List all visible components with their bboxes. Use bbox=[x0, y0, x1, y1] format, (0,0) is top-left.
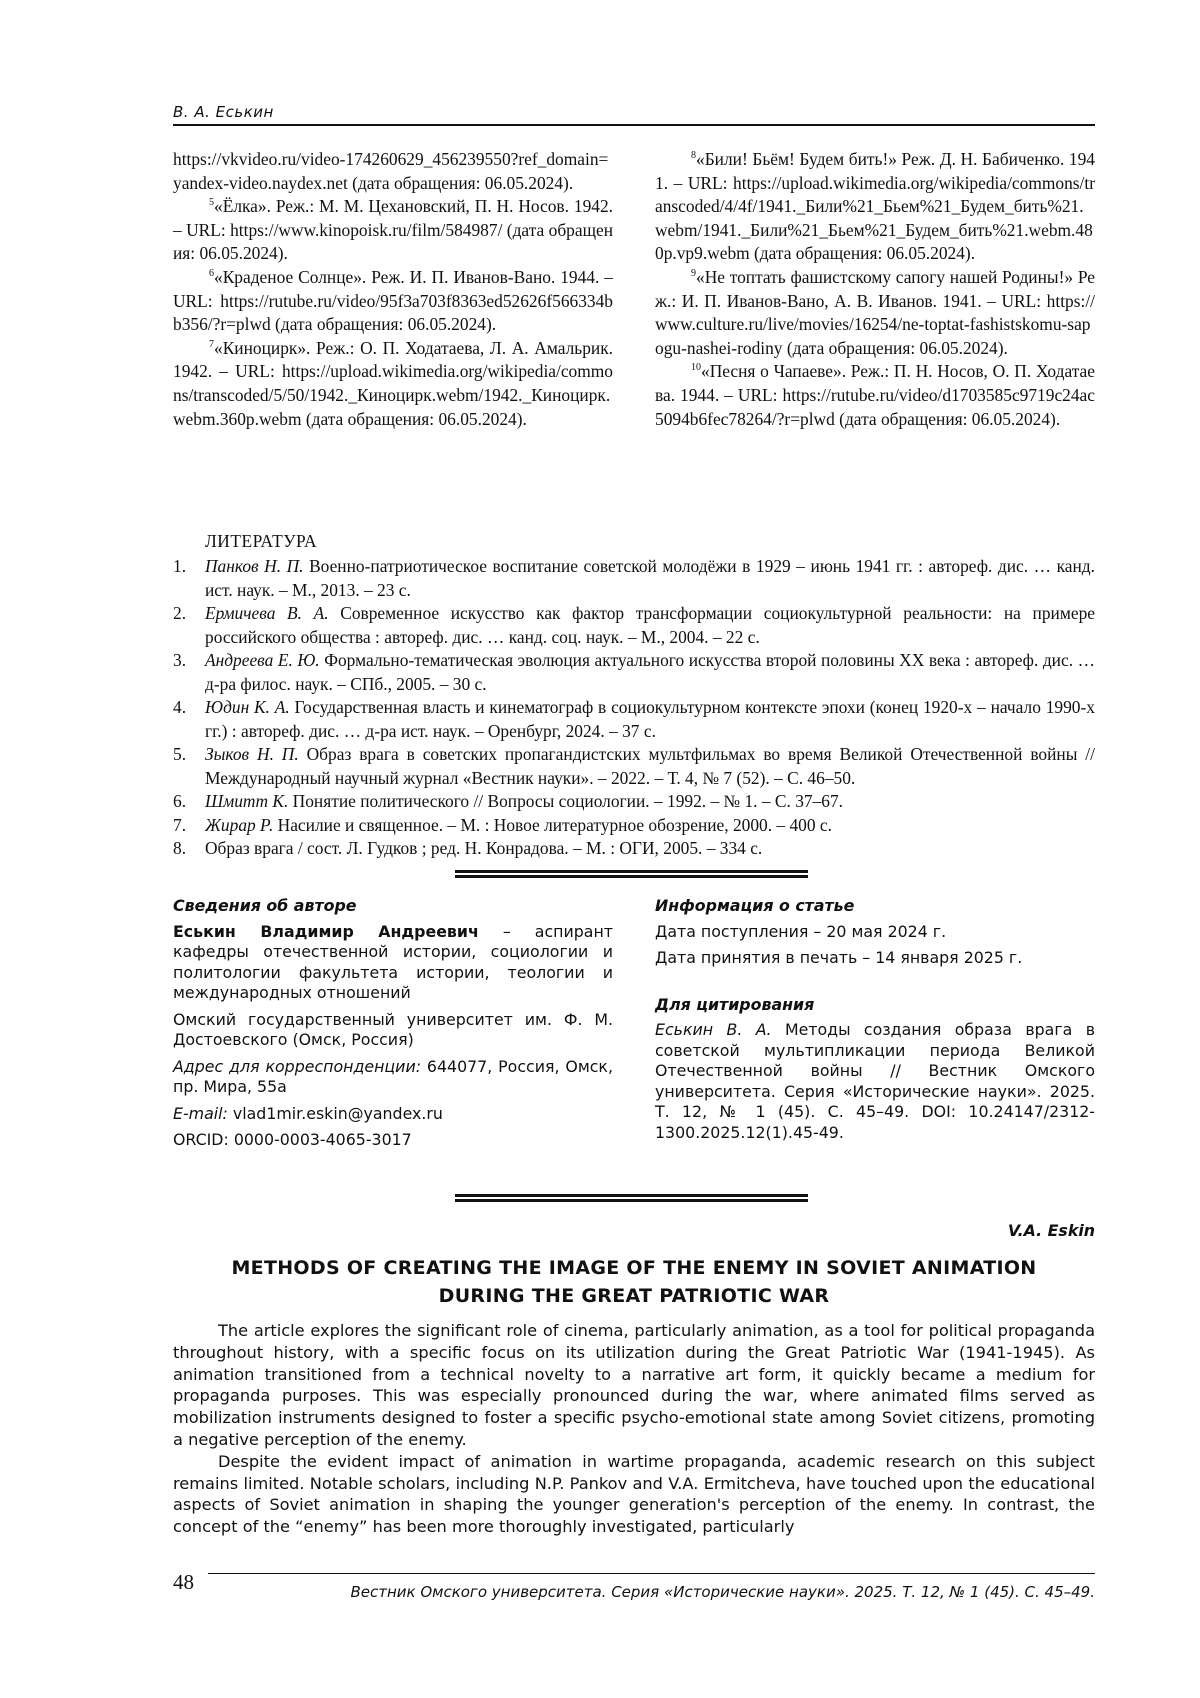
author-name: Еськин Владимир Андреевич bbox=[173, 921, 479, 941]
item-number: 4. bbox=[173, 697, 187, 717]
footnote-6 bbox=[173, 266, 613, 337]
author-university: Омский государственный университет им. Ф. М. Достоевского (Омск, Россия) bbox=[173, 1009, 613, 1049]
literature-item bbox=[173, 814, 1095, 838]
author-description bbox=[173, 922, 613, 1004]
item-text: Насилие и священное. – М. : Новое литературное обозрение, 2000. – 400 с. bbox=[277, 814, 832, 835]
literature-item bbox=[173, 555, 1095, 602]
item-number: 1. bbox=[173, 556, 187, 576]
english-title bbox=[173, 1254, 1095, 1310]
footnote-text: «Били! Бьём! Будем бить!» Реж. Д. Н. Бабиченко. 1941. – URL: https://upload.wikimedia.org/wikipedia/commons/transcoded/4/4f/1941._Били%21_Бьем%21_Будем_бить%21.webm/1941._Били%21_Бьем%21_Будем_бить%21.webm.480p.vp9.webm (дата обращения: 06.05.2024). bbox=[655, 149, 1095, 264]
item-author: Ермичева В. А. bbox=[205, 603, 329, 623]
author-position: – аспирант кафедры отечественной истории, социологии и политологии факультета истории, теологии и международных отношений bbox=[173, 921, 614, 1002]
address-label: Адрес для корреспонденции: bbox=[173, 1056, 422, 1076]
literature-heading: ЛИТЕРАТУРА bbox=[205, 531, 318, 551]
item-text: Государственная власть и кинематограф в социокультурном контексте эпохи (конец 1920-х – начало 1990-х гг.) : автореф. дис. … д-ра ист. наук. – Оренбург, 2024. – 37 с. bbox=[205, 697, 1095, 741]
running-head: В. А. Еськин bbox=[173, 103, 274, 121]
section-divider bbox=[455, 1194, 808, 1202]
footnote-number: 5 bbox=[209, 197, 214, 209]
received-date: Дата поступления – 20 мая 2024 г. bbox=[655, 921, 947, 941]
footnote-number: 7 bbox=[209, 338, 214, 350]
footnote-number: 8 bbox=[691, 150, 696, 162]
item-author: Андреева Е. Ю. bbox=[205, 650, 320, 670]
page-number: 48 bbox=[173, 1570, 194, 1594]
footnote-text: «Киноцирк». Реж.: О. П. Ходатаева, Л. А. Амальрик. 1942. – URL: https://upload.wikimedia.org/wikipedia/commons/transcoded/5/50/1942._Киноцирк.webm/1942._Киноцирк.webm.360p.webm (дата обращения: 06.05.2024). bbox=[173, 337, 613, 429]
footnote-text: «Краденое Солнце». Реж. И. П. Иванов-Вано. 1944. – URL: https://rutube.ru/video/95f3a703f8363ed52626f566334bb356/?r=plwd (дата обращения: 06.05.2024). bbox=[173, 266, 613, 335]
citation-body: Методы создания образа врага в советской мультипликации периода Великой Отечественной войны // Вестник Омского университета. Серия «Исторические науки». 2025. Т. 12, № 1 (45). С. 45–49. DOI: 10.24147/2312-1300.2025.12(1).45-49. bbox=[655, 1020, 1096, 1142]
footnote-text: «Не топтать фашистскому сапогу нашей Родины!» Реж.: И. П. Иванов-Вано, А. В. Иванов. 1941. – URL: https://www.culture.ru/live/movies/16254/ne-toptat-fashistskomu-sapogu-nashei-rodiny (дата обращения: 06.05.2024). bbox=[655, 266, 1095, 358]
citation-heading: Для цитирования bbox=[655, 994, 815, 1014]
author-orcid: ORCID: 0000-0003-4065-3017 bbox=[173, 1130, 412, 1149]
author-address bbox=[173, 1057, 613, 1098]
address-value: 644077, Россия, Омск, пр. Мира, 55а bbox=[173, 1056, 613, 1096]
literature-item bbox=[173, 649, 1095, 696]
literature-item bbox=[173, 837, 1095, 861]
footnote-text: «Песня о Чапаеве». Реж.: П. Н. Носов, О. П. Ходатаева. 1944. – URL: https://rutube.ru/video/d1703585c9719c24ac5094b6fec78264/?r=plwd (дата обращения: 06.05.2024). bbox=[655, 361, 1095, 429]
item-number: 6. bbox=[173, 791, 187, 811]
literature-list bbox=[173, 555, 1095, 861]
footnote-7 bbox=[173, 337, 613, 431]
english-title-line: METHODS OF CREATING THE IMAGE OF THE ENEMY IN SOVIET ANIMATION bbox=[231, 1257, 1037, 1279]
footnote-8 bbox=[655, 148, 1095, 266]
literature-item bbox=[173, 696, 1095, 743]
english-author: V.A. Eskin bbox=[1007, 1221, 1095, 1240]
item-author: Шмитт К. bbox=[205, 791, 289, 811]
item-author: Юдин К. А. bbox=[205, 697, 290, 717]
footnote-number: 10 bbox=[691, 362, 701, 374]
item-text: Формально-тематическая эволюция актуального искусства второй половины XX века : автореф. дис. … д-ра филос. наук. – СПб., 2005. – 30 с. bbox=[205, 650, 1095, 694]
item-author: Жирар Р. bbox=[205, 814, 274, 835]
english-title-line: DURING THE GREAT PATRIOTIC WAR bbox=[438, 1285, 830, 1307]
footnotes-left-column bbox=[173, 148, 613, 431]
item-number: 7. bbox=[173, 814, 187, 835]
email-value: vlad1mir.eskin@yandex.ru bbox=[227, 1103, 443, 1123]
footnote-9 bbox=[655, 266, 1095, 360]
literature-item bbox=[173, 602, 1095, 649]
footnote-number: 6 bbox=[209, 268, 214, 280]
item-number: 5. bbox=[173, 744, 187, 764]
email-label: E-mail: bbox=[173, 1103, 228, 1123]
author-info bbox=[173, 896, 613, 1157]
footnote-continuation: https://vkvideo.ru/video-174260629_456239550?ref_domain=yandex-video.naydex.net (дата обращения: 06.05.2024). bbox=[173, 149, 609, 193]
literature-item bbox=[173, 743, 1095, 790]
item-number: 3. bbox=[173, 650, 187, 670]
article-info bbox=[655, 896, 1095, 1149]
citation-author: Еськин В. А. bbox=[655, 1020, 772, 1039]
item-author: Панков Н. П. bbox=[205, 556, 304, 576]
header-rule bbox=[173, 124, 1095, 126]
accepted-date: Дата принятия в печать – 14 января 2025 г. bbox=[655, 948, 1023, 967]
author-email bbox=[173, 1104, 613, 1125]
footer-rule bbox=[208, 1573, 1095, 1574]
footnotes-right-column bbox=[655, 148, 1095, 431]
literature-item bbox=[173, 790, 1095, 814]
item-number: 2. bbox=[173, 603, 187, 623]
footnote-text: «Ёлка». Реж.: М. М. Цехановский, П. Н. Носов. 1942. – URL: https://www.kinopoisk.ru/film/584987/ (дата обращения: 06.05.2024). bbox=[173, 196, 613, 264]
author-info-heading: Сведения об авторе bbox=[173, 896, 357, 915]
item-author: Зыков Н. П. bbox=[205, 744, 299, 764]
item-text: Военно-патриотическое воспитание советской молодёжи в 1929 – июнь 1941 гг. : автореф. дис. … канд. ист. наук. – М., 2013. – 23 с. bbox=[205, 556, 1095, 600]
item-text: Образ врага / сост. Л. Гудков ; ред. Н. Конрадова. – М. : ОГИ, 2005. – 334 с. bbox=[205, 838, 763, 858]
item-number: 8. bbox=[173, 838, 187, 858]
item-text: Современное искусство как фактор трансформации социокультурной реальности: на примере российского общества : автореф. дис. … канд. соц. наук. – М., 2004. – 22 с. bbox=[205, 603, 1095, 647]
footnote-5 bbox=[173, 195, 613, 266]
footnote-number: 9 bbox=[691, 268, 696, 280]
english-abstract bbox=[173, 1320, 1095, 1538]
abstract-paragraph: The article explores the significant role of cinema, particularly animation, as a tool for political propaganda throughout history, with a specific focus on its utilization during the Great Patriotic War (1941-1945). As animation transitioned from a technical novelty to a narrative art form, it quickly became a medium for propaganda purposes. This was especially pronounced during the war, where animated films served as mobilization instruments designed to foster a specific psycho-emotional state among Soviet citizens, promoting a negative perception of the enemy. bbox=[173, 1321, 1095, 1449]
journal-citation: Вестник Омского университета. Серия «Исторические науки». 2025. Т. 12, № 1 (45). С. 45–49. bbox=[350, 1583, 1095, 1601]
section-divider bbox=[455, 870, 808, 878]
item-text: Понятие политического // Вопросы социологии. – 1992. – № 1. – С. 37–67. bbox=[292, 791, 844, 811]
item-text: Образ врага в советских пропагандистских мультфильмах во время Великой Отечественной войны // Международный научный журнал «Вестник науки». – 2022. – Т. 4, № 7 (52). – С. 46–50. bbox=[205, 744, 1095, 788]
footnote-10 bbox=[655, 360, 1095, 431]
article-info-heading: Информация о статье bbox=[655, 896, 855, 915]
abstract-paragraph: Despite the evident impact of animation in wartime propaganda, academic research on this subject remains limited. Notable scholars, including N.P. Pankov and V.A. Ermitcheva, have touched upon the educational aspects of Soviet animation in shaping the younger generation's perception of the enemy. In contrast, the concept of the “enemy” has been more thoroughly investigated, particularly bbox=[173, 1451, 1095, 1537]
citation-text bbox=[655, 1020, 1095, 1143]
